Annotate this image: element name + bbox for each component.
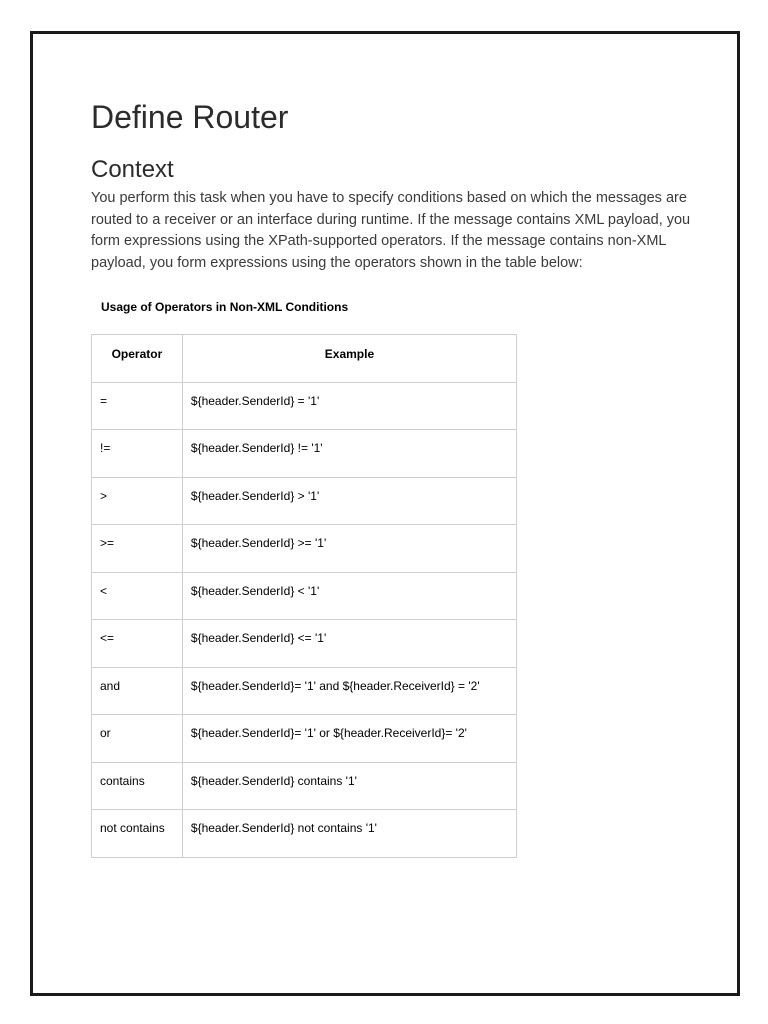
operator-cell: or	[92, 715, 183, 763]
table-row	[92, 810, 517, 858]
table-row	[92, 762, 517, 810]
example-cell: ${header.SenderId}= '1' or ${header.ReceiverId}= '2'	[182, 715, 516, 763]
table-header-row	[92, 335, 517, 383]
example-cell: ${header.SenderId} > '1'	[182, 477, 516, 525]
example-cell: ${header.SenderId} not contains '1'	[182, 810, 516, 858]
example-cell: ${header.SenderId} < '1'	[182, 572, 516, 620]
table-row	[92, 430, 517, 478]
table-row	[92, 382, 517, 430]
table-caption: Usage of Operators in Non-XML Conditions	[101, 300, 349, 314]
example-cell: ${header.SenderId} = '1'	[182, 382, 516, 430]
operator-cell: =	[92, 382, 183, 430]
operator-cell: >	[92, 477, 183, 525]
table-row	[92, 525, 517, 573]
table-row	[92, 477, 517, 525]
section-heading: Context	[91, 156, 174, 183]
example-cell: ${header.SenderId}= '1' and ${header.ReceiverId} = '2'	[182, 667, 516, 715]
operator-cell: !=	[92, 430, 183, 478]
document-page	[30, 31, 740, 996]
example-cell: ${header.SenderId} != '1'	[182, 430, 516, 478]
intro-paragraph: You perform this task when you have to specify conditions based on which the messages are routed to a receiver or an interface during runtime. If the message contains XML payload, you form expressions using the XPath-supported operators. If the message contains non-XML payload, you form expressions using the operators shown in the table below:	[91, 190, 691, 271]
example-cell: ${header.SenderId} contains '1'	[182, 762, 516, 810]
operator-cell: <	[92, 572, 183, 620]
document-content	[91, 98, 691, 858]
example-cell: ${header.SenderId} >= '1'	[182, 525, 516, 573]
example-cell: ${header.SenderId} <= '1'	[182, 620, 516, 668]
operator-cell: not contains	[92, 810, 183, 858]
operators-table	[91, 334, 517, 858]
operator-cell: <=	[92, 620, 183, 668]
operator-cell: contains	[92, 762, 183, 810]
table-row	[92, 715, 517, 763]
header-example: Example	[182, 335, 516, 383]
page-title: Define Router	[91, 99, 289, 135]
table-row	[92, 620, 517, 668]
table-row	[92, 572, 517, 620]
operator-cell: >=	[92, 525, 183, 573]
table-row	[92, 667, 517, 715]
header-operator: Operator	[92, 335, 183, 383]
operator-cell: and	[92, 667, 183, 715]
